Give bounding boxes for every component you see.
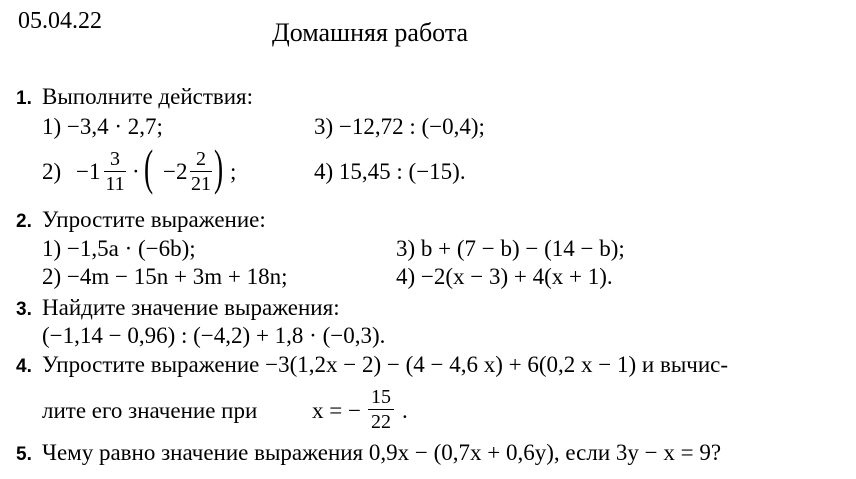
right-paren: ) (214, 139, 224, 195)
task-4-number: 4. (16, 356, 32, 377)
task-1-item-2-label: 2) (42, 159, 62, 184)
task-1-item-2-minus2: −2 (163, 159, 188, 184)
fraction-numerator: 3 (110, 148, 120, 170)
date: 05.04.22 (18, 8, 102, 34)
task-4-text: Упростите выражение −3(1,2x − 2) − (4 − 4,6 x) + 6(0,2 x − 1) и вычис- (42, 352, 729, 377)
fraction-numerator: 15 (371, 386, 391, 408)
page-title: Домашняя работа (272, 18, 469, 47)
fraction-3-11 (104, 149, 126, 194)
task-3-number: 3. (16, 299, 32, 320)
task-2-item-1: 1) −1,5a · (−6b); (42, 236, 196, 261)
task-2-item-3: 3) b + (7 − b) − (14 − b); (396, 236, 625, 261)
task-2-item-2: 2) −4m − 15n + 3m + 18n; (42, 264, 288, 289)
fraction-bar (104, 171, 126, 172)
fraction-bar (190, 171, 212, 172)
task-1-item-2-minus1: −1 (76, 159, 101, 184)
fraction-denominator: 11 (105, 173, 125, 195)
task-3-expression: (−1,14 − 0,96) : (−4,2) + 1,8 · (−0,3). (42, 323, 386, 348)
task-1-number: 1. (16, 88, 32, 109)
fraction-15-22 (368, 387, 394, 432)
task-1-item-4: 4) 15,45 : (−15). (314, 159, 466, 184)
task-1-text: Выполните действия: (42, 84, 254, 109)
task-1-item-1: 1) −3,4 · 2,7; (42, 114, 163, 139)
task-5-text: Чему равно значение выражения 0,9x − (0,7x + 0,6y), если 3y − x = 9? (42, 440, 722, 465)
fraction-bar (368, 409, 394, 410)
multiplication-dot: · (132, 159, 140, 184)
task-4-end-period: . (402, 398, 408, 423)
fraction-denominator: 22 (371, 411, 391, 433)
task-2-text: Упростите выражение: (42, 207, 266, 232)
task-2-number: 2. (16, 211, 32, 232)
task-3-text: Найдите значение выражения: (42, 295, 340, 320)
task-4-x-equals: x = − (312, 398, 361, 423)
task-1-item-3: 3) −12,72 : (−0,4); (314, 114, 485, 139)
task-5-number: 5. (16, 444, 32, 465)
left-paren: ( (144, 139, 154, 195)
semicolon: ; (230, 159, 237, 184)
fraction-2-21 (190, 149, 212, 194)
fraction-numerator: 2 (196, 148, 206, 170)
fraction-denominator: 21 (191, 173, 211, 195)
task-4-text-cont: лите его значение при (42, 398, 258, 423)
task-2-item-4: 4) −2(x − 3) + 4(x + 1). (396, 264, 613, 289)
